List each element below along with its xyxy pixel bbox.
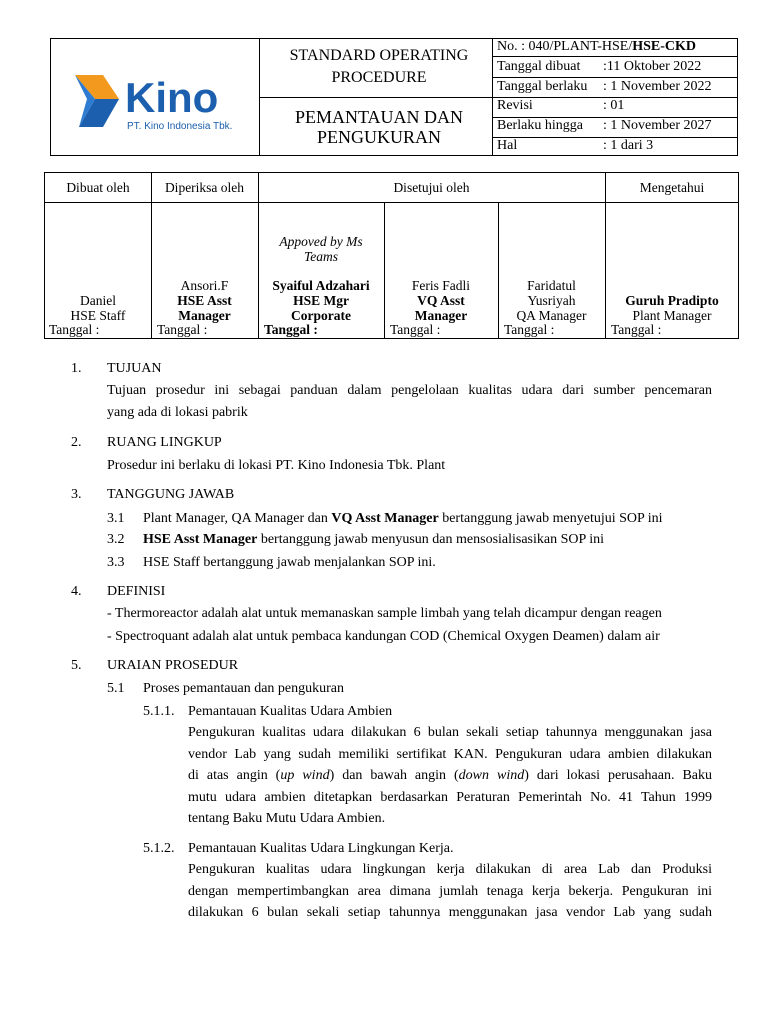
signer-name: Daniel bbox=[80, 293, 116, 308]
divider bbox=[492, 77, 737, 78]
section-number: 2. bbox=[71, 435, 82, 450]
subsection-number: 3.3 bbox=[107, 555, 125, 570]
column-header-mengetahui: Mengetahui bbox=[639, 180, 705, 195]
meta-label: Revisi bbox=[497, 98, 533, 113]
section-heading: TANGGUNG JAWAB bbox=[107, 487, 235, 502]
tanggal-label: Tanggal : bbox=[390, 322, 441, 337]
signer-name: Ansori.F bbox=[180, 278, 229, 293]
tanggal-label: Tanggal : bbox=[504, 322, 555, 337]
tanggal-label: Tanggal : bbox=[264, 322, 318, 337]
subsection-heading: Proses pemantauan dan pengukuran bbox=[143, 681, 344, 696]
column-header-dibuat: Dibuat oleh bbox=[66, 180, 130, 195]
section-number: 3. bbox=[71, 487, 82, 502]
section-paragraph: Prosedur ini berlaku di lokasi PT. Kino Indonesia Tbk. Plant bbox=[107, 458, 446, 473]
meta-label: Berlaku hingga bbox=[497, 118, 583, 133]
document-number bbox=[497, 39, 696, 55]
document-header bbox=[50, 38, 738, 156]
signer-name: Syaiful Adzahari bbox=[272, 278, 370, 293]
sop-heading-line: STANDARD OPERATING bbox=[289, 47, 469, 64]
definition-item: - Spectroquant adalah alat untuk pembaca kandungan COD (Chemical Oxygen Deamen) dalam air bbox=[107, 629, 660, 644]
approval-note bbox=[258, 234, 384, 264]
signer-role: HSE Staff bbox=[70, 308, 126, 323]
paragraph-line: yang ada di lokasi pabrik bbox=[107, 404, 248, 420]
document-title-line: PENGUKURAN bbox=[316, 127, 441, 147]
logo-company-name: PT. Kino Indonesia Tbk. bbox=[127, 121, 233, 132]
logo-wordmark: Kino bbox=[125, 74, 219, 121]
paragraph-line: vendor Lab yang sudah memiliki sertifikat KAN. Pengukuran udara ambien dilakukan bbox=[188, 746, 712, 762]
document-title-line: PEMANTAUAN DAN bbox=[294, 107, 464, 127]
signer-role: Plant Manager bbox=[632, 308, 712, 323]
paragraph-line: mutu udara ambien ditetapkan berdasarkan Peraturan Pemerintah No. 41 Tahun 1999 bbox=[188, 789, 712, 805]
document-number-prefix: No. : 040/PLANT-HSE/ bbox=[497, 39, 633, 54]
signer-name: Feris Fadli bbox=[411, 278, 471, 293]
signer-name: Faridatul bbox=[527, 278, 576, 293]
responsibility-item bbox=[143, 511, 663, 527]
paragraph-line: Pengukuran kualitas udara lingkungan kerja dilakukan di area Lab dan Produksi bbox=[188, 862, 712, 877]
section-paragraph bbox=[107, 380, 712, 423]
meta-value: : 1 November 2022 bbox=[603, 79, 712, 94]
subsection-number: 5.1.1. bbox=[143, 704, 175, 719]
signer-faridatul bbox=[498, 278, 605, 323]
sop-heading bbox=[261, 45, 497, 89]
signer-role: VQ Asst bbox=[417, 293, 465, 308]
definition-item: - Thermoreactor adalah alat untuk memanaskan sample limbah yang telah dicampur dengan reagen bbox=[107, 606, 662, 621]
item-text-bold: VQ Asst Manager bbox=[331, 511, 439, 526]
section-heading: DEFINISI bbox=[107, 584, 166, 599]
item-text: bertanggung jawab menyetujui SOP ini bbox=[438, 511, 663, 526]
signer-role: HSE Mgr bbox=[293, 293, 349, 308]
section-heading: RUANG LINGKUP bbox=[107, 435, 222, 450]
responsibility-item: HSE Staff bertanggung jawab menjalankan SOP ini. bbox=[143, 555, 436, 570]
signer-feris bbox=[384, 278, 498, 323]
approval-table bbox=[44, 172, 739, 339]
meta-label: Hal bbox=[497, 138, 518, 153]
document-title bbox=[261, 107, 497, 147]
responsibility-item bbox=[143, 532, 604, 548]
section-number: 1. bbox=[71, 361, 82, 376]
approval-note-line: Appoved by Ms bbox=[279, 234, 363, 249]
subsection-number: 3.2 bbox=[107, 532, 125, 547]
section-heading: URAIAN PROSEDUR bbox=[107, 658, 239, 673]
text-run-italic: down wind bbox=[458, 768, 525, 783]
item-text: Plant Manager, QA Manager dan bbox=[143, 511, 332, 526]
item-text: bertanggung jawab menyusun dan mensosialisasikan SOP ini bbox=[257, 532, 605, 547]
subsection-heading: Pemantauan Kualitas Udara Lingkungan Kerja. bbox=[188, 841, 454, 856]
signer-name: Yusriyah bbox=[527, 293, 576, 308]
kino-logo-icon bbox=[73, 73, 123, 129]
signer-ansori bbox=[151, 278, 258, 323]
tanggal-label: Tanggal : bbox=[611, 322, 662, 337]
meta-label: Tanggal dibuat bbox=[497, 59, 581, 74]
signer-role: HSE Asst bbox=[177, 293, 232, 308]
paragraph-line: Pengukuran kualitas udara dilakukan 6 bulan sekali setiap tahunnya menggunakan jasa bbox=[188, 725, 712, 740]
divider bbox=[45, 202, 738, 203]
text-run: ) dan bawah angin ( bbox=[329, 768, 459, 783]
tanggal-label: Tanggal : bbox=[157, 322, 208, 337]
column-header-diperiksa: Diperiksa oleh bbox=[164, 180, 245, 195]
company-logo bbox=[73, 73, 243, 133]
meta-value: : 1 dari 3 bbox=[603, 138, 654, 153]
text-run: ) dari lokasi perusahaan. Baku bbox=[524, 768, 713, 783]
meta-label: Tanggal berlaku bbox=[497, 79, 588, 94]
subsection-number: 5.1 bbox=[107, 681, 125, 696]
signer-role: QA Manager bbox=[516, 308, 587, 323]
paragraph-line: Tujuan prosedur ini sebagai panduan dalam pengelolaan kualitas udara dari sumber pencemaran bbox=[107, 383, 712, 398]
paragraph-line: tentang Baku Mutu Udara Ambien. bbox=[188, 811, 386, 826]
item-text-bold: HSE Asst Manager bbox=[143, 532, 258, 547]
signer-role: Manager bbox=[414, 308, 468, 323]
section-paragraph bbox=[188, 722, 712, 830]
meta-value: : 01 bbox=[603, 98, 625, 113]
meta-value: : 1 November 2027 bbox=[603, 118, 712, 133]
meta-value: :11 Oktober 2022 bbox=[603, 59, 702, 74]
signer-role: Corporate bbox=[291, 308, 351, 323]
sop-heading-line: PROCEDURE bbox=[331, 69, 427, 86]
text-run: di atas angin ( bbox=[188, 768, 281, 783]
signer-daniel bbox=[45, 293, 151, 323]
approval-note-line: Teams bbox=[303, 249, 338, 264]
signer-guruh bbox=[605, 293, 739, 323]
subsection-heading: Pemantauan Kualitas Udara Ambien bbox=[188, 704, 393, 719]
subsection-number: 3.1 bbox=[107, 511, 125, 526]
subsection-number: 5.1.2. bbox=[143, 841, 175, 856]
section-number: 4. bbox=[71, 584, 82, 599]
section-number: 5. bbox=[71, 658, 82, 673]
tanggal-label: Tanggal : bbox=[49, 322, 100, 337]
signer-name: Guruh Pradipto bbox=[625, 293, 719, 308]
section-heading: TUJUAN bbox=[107, 361, 162, 376]
paragraph-line: dengan mempertimbangkan area dimana jumlah tenaga kerja bekerja. Pengukuran ini bbox=[188, 883, 712, 899]
text-run-italic: up wind bbox=[280, 768, 330, 783]
signer-syaiful bbox=[258, 278, 384, 323]
signer-role: Manager bbox=[178, 308, 231, 323]
divider bbox=[492, 56, 737, 57]
divider bbox=[259, 97, 492, 98]
document-number-code: HSE-CKD bbox=[632, 39, 697, 54]
paragraph-line bbox=[188, 765, 712, 787]
section-paragraph bbox=[188, 859, 712, 924]
paragraph-line: dilakukan 6 bulan sekali setiap tahunnya menggunakan jasa vendor Lab yang sudah bbox=[188, 905, 712, 920]
column-header-disetujui: Disetujui oleh bbox=[393, 180, 470, 195]
